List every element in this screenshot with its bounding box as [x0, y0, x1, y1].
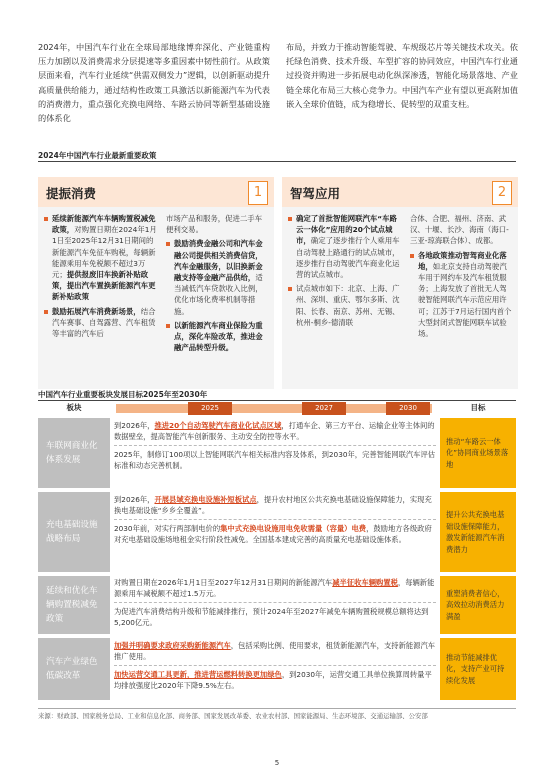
row-label-green-transition: 汽车产业绿色低碳改革: [38, 638, 110, 700]
intro-right-paragraph: 布局，并致力于推动智能驾驶、车规级芯片等关键技术攻关。依托绿色消费、技术升级、车型扩容的协同效应，中国汽车行业通过投资并购进一步拓展电动化纵深渗透，智能化场景落地、产业链全球化布局三大核心竞争力。中国汽车产业有望以更高附加值嵌入全球价值链，成为稳增长、促转型的双重支柱。: [286, 42, 518, 109]
row-line: 2030年前，对实行两部制电价的集中式充换电设施用电免收需量（容量）电费，鼓励地方各级政府对充电基础设施场地租金实行阶段性减免。全国基本建成完善的高质量充电基础设施体系。: [114, 524, 432, 544]
year-2030: 2030: [386, 402, 430, 415]
bullet: 鼓励消费金融公司和汽车金融公司提供相关消费信贷，汽车金融服务，以旧换新金融支持等金融产品供给，适当减低汽车贷款收入比例，优化市场化费率机制等措施。: [166, 238, 268, 316]
bullet-square-icon: [288, 287, 292, 291]
row-body-purchase-tax: [114, 577, 436, 628]
card2-column-left: [288, 213, 404, 331]
card-number: 1: [248, 181, 268, 205]
row-body-charging-infrastructure: [114, 494, 436, 545]
policy-card-smart-driving: [282, 177, 518, 389]
bullet-square-icon: [166, 242, 170, 246]
row-line: 对购置日期在2026年1月1日至2027年12月31日期间的新能源汽车减半征收车辆购置税，每辆新能源乘用车减税额不超过1.5万元。: [114, 578, 435, 598]
bullet-square-icon: [166, 324, 170, 328]
section1-title: 2024年中国汽车行业最新重要政策: [38, 151, 157, 160]
card-title: 智驾应用: [290, 186, 341, 201]
card2-column-right: [410, 213, 512, 342]
row-line: 到2026年，开展县域充换电设施补短板试点，提升农村地区公共充换电基础设施保障能力，实现充换电基础设施“乡乡全覆盖”。: [114, 495, 432, 515]
goal-connected-vehicles: 推动“车路云一体化”协同商业场景落地: [440, 418, 516, 488]
column-header-block: 板块: [66, 403, 82, 412]
bullet-continued: 市场产品和服务，促进二手车便利交易。: [166, 214, 263, 235]
section1-divider: [38, 161, 516, 162]
source-divider: [38, 708, 516, 709]
card-title: 提振消费: [46, 186, 97, 201]
row-line: 为促进汽车消费结构升级和节能减排推行，预计2024年至2027年减免车辆购置税规模总额将达到5,200亿元。: [114, 607, 429, 627]
goal-purchase-tax: 重塑消费者信心，高效拉动消费活力满盈: [440, 576, 516, 634]
bullet-square-icon: [288, 217, 292, 221]
card-header: [38, 177, 274, 207]
row-body-connected-vehicles: [114, 420, 436, 471]
row-line: 2025年，制修订100项以上智能网联汽车相关标准内容及体系，到2030年，完善智能网联汽车评估标准和动态完善机制。: [114, 450, 436, 470]
row-line: 到2026年，推进20个自动驾驶汽车商业化试点区域，打通车企、第三方平台、运输企业等主体间的数据壁垒，提高智能汽车创新服务、主动安全防控等水平。: [114, 421, 435, 441]
card-number: 2: [492, 181, 512, 205]
row-label-charging-infrastructure: 充电基础设施战略布局: [38, 492, 110, 572]
row-divider: [114, 445, 436, 446]
bullet: 确定了首批智能网联汽车“车路云一体化”应用的20个试点城市，确定了逐步推行个人乘用车自动驾驶上路通行的试点城市，逐步推行自动驾驶汽车商业化运营的试点城市。: [288, 213, 404, 280]
timeline-bar: [116, 404, 432, 413]
source-note: 来源：财政部、国家税务总局、工业和信息化部、商务部、国家发展改革委、农业农村部、国家能源局、生态环境部、交通运输部、公安部: [38, 712, 428, 720]
bullet-square-icon: [44, 217, 48, 221]
card1-column-right: [166, 213, 268, 356]
row-line: 加强并明确要求政府采购新能源汽车，包括采购比例、使用要求，租赁新能源汽车，支持新能源汽车推广使用。: [114, 641, 436, 661]
row-divider: [114, 665, 436, 666]
bullet: 试点城市如下：北京、上海、广州、深圳、重庆、鄂尔多斯、沈阳、长春、南京、苏州、无锡、杭州-桐乡-德清联: [288, 283, 404, 328]
goal-charging-infrastructure: 提升公共充换电基础设施保障能力，激发新能源汽车消费潜力: [440, 492, 516, 572]
year-2025: 2025: [188, 402, 232, 415]
section2-title: 中国汽车行业重要板块发展目标2025年至2030年: [38, 390, 208, 399]
goal-green-transition: 推动节能减排优化，支持产业可持续化发展: [440, 638, 516, 700]
row-divider: [114, 602, 436, 603]
row-label-purchase-tax: 延续和优化车辆购置税减免政策: [38, 576, 110, 634]
row-line: 加快运营交通工具更新，推进营运燃料转换更加绿色，到2030年，运营交通工具单位换算周转量平均排放强度比2020年下降9.5%左右。: [114, 670, 432, 690]
policy-card-consumption: [38, 177, 274, 389]
bullet-square-icon: [44, 310, 48, 314]
intro-left-paragraph: 2024年，中国汽车行业在全球局部地缘博弈深化、产业链重构压力加剧以及消费需求分层提速等多重因素中韧性前行。从政策层面来看，汽车行业延续“供需双侧发力”逻辑，以创新驱动提升高质量供给能力，通过结构性政策工具激活以新能源汽车为代表的消费潜力，重点强化充换电网络、车路云协同等新型基础设施的体系化: [38, 42, 270, 124]
row-label-connected-vehicles: 车联网商业化体系发展: [38, 418, 110, 488]
card-header: [282, 177, 518, 207]
row-divider: [114, 519, 436, 520]
year-2027: 2027: [302, 402, 346, 415]
bullet-continued: 合体、合肥、福州、济南、武汉、十堰、长沙、海南（海口-三亚-琼海联合体）、成都。: [410, 214, 509, 246]
row-body-green-transition: [114, 640, 436, 691]
column-header-goal: 目标: [470, 403, 486, 412]
card1-column-left: [44, 213, 160, 342]
page-number: 5: [274, 759, 280, 767]
bullet-square-icon: [410, 254, 414, 258]
bullet: 各地政策推动智驾商业化落地，如北京支持自动驾驶汽车用于网约车及汽车租赁服务；上海发放了首批无人驾驶智能网联汽车示范应用许可；江苏于7月运行国内首个大型封闭式智能网联车试验场。: [410, 250, 512, 340]
bullet: 延续新能源汽车车辆购置税减免政策，对购置日期在2024年1月1日至2025年12月31日期间的新能源汽车免征车购税，每辆新能源乘用车免税额不超过3万元；提供报废旧车换新补贴政策，提出汽车置换新能源汽车更新补贴政策: [44, 213, 160, 303]
bullet: 以新能源汽车商业保险为重点，深化车险改革，推进金融产品转型升级。: [166, 320, 268, 354]
bullet: 鼓励拓展汽车消费新场景，结合汽车赛事、自驾露营、汽车租赁等丰富的汽车后: [44, 306, 160, 340]
